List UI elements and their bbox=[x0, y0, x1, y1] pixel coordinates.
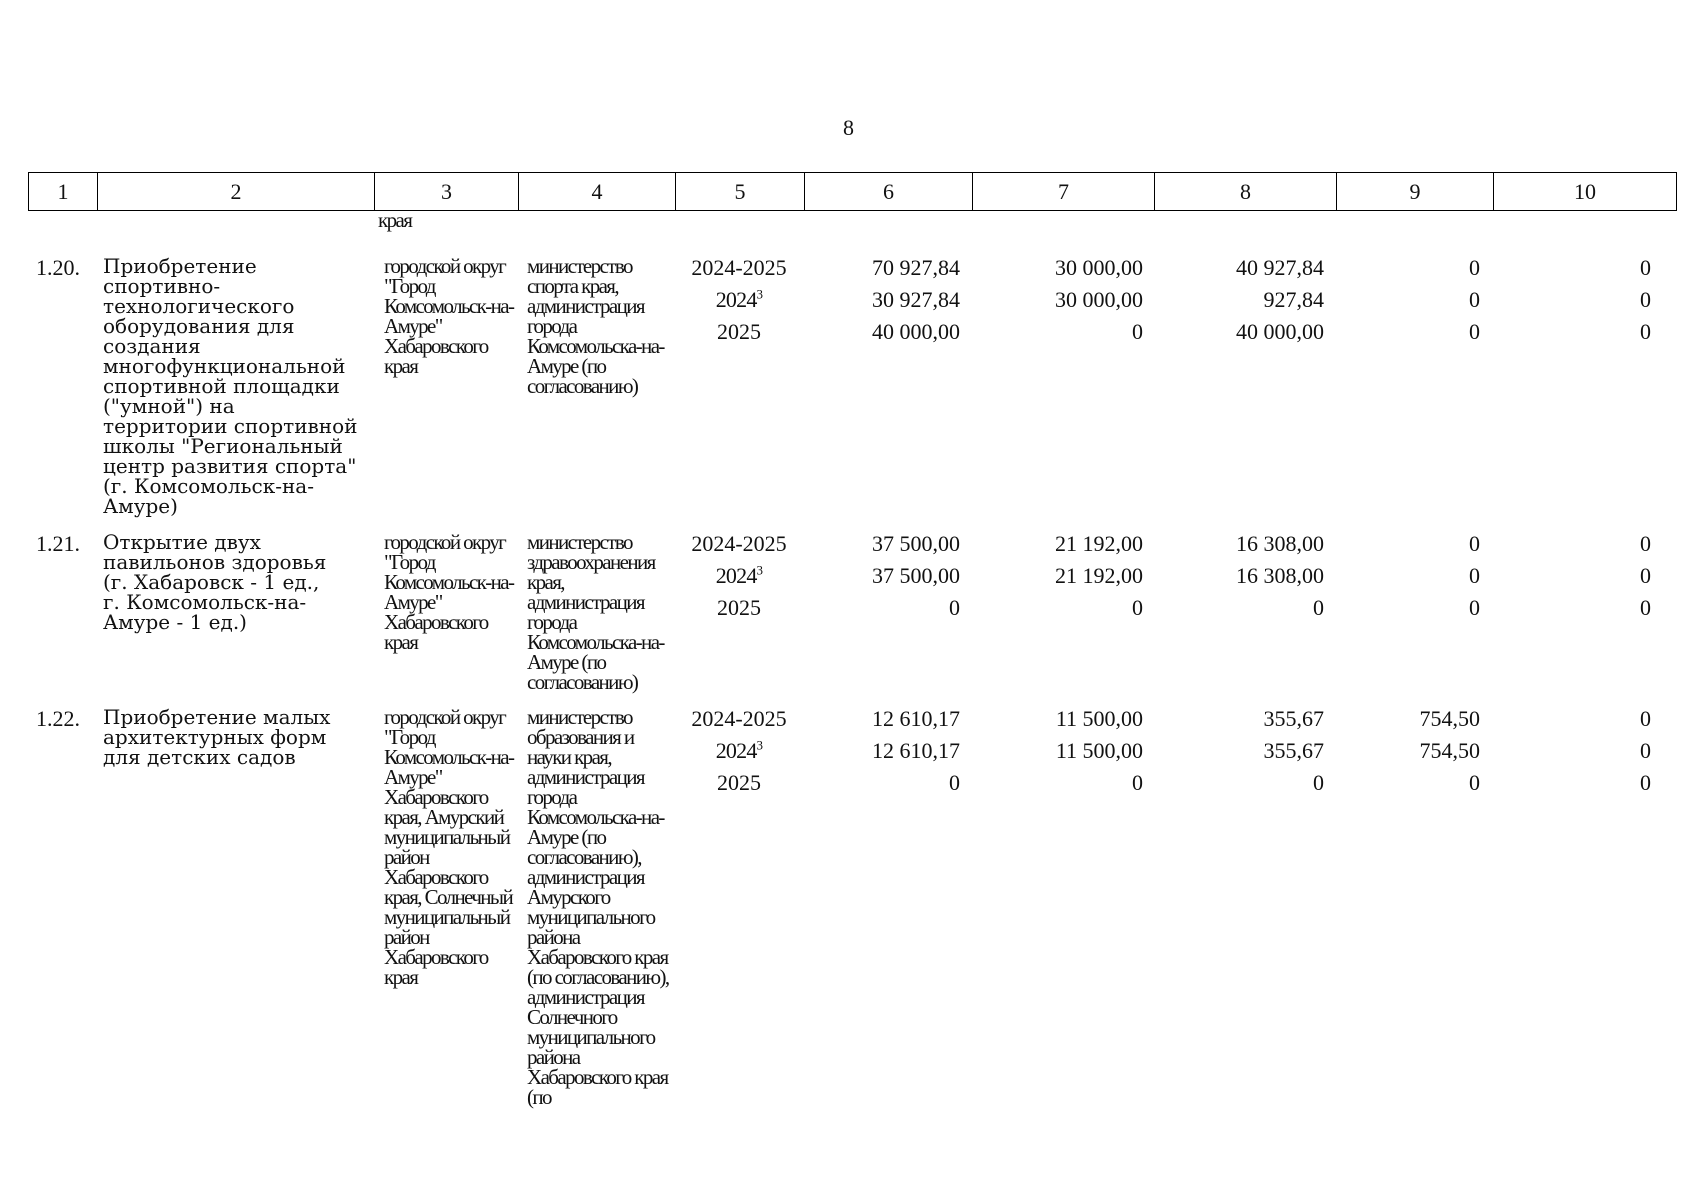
year-value: 2024-2025 bbox=[691, 706, 787, 731]
col8-values: 40 927,84 927,84 40 000,00 bbox=[1236, 255, 1324, 344]
row-number: 1.21. bbox=[36, 531, 80, 556]
col7-values: 30 000,00 30 000,00 0 bbox=[1055, 255, 1143, 344]
footnote-marker: 3 bbox=[756, 562, 763, 578]
col8-values: 16 308,00 16 308,00 0 bbox=[1236, 531, 1324, 620]
year-value: 2025 bbox=[717, 319, 761, 344]
year-value: 2025 bbox=[717, 595, 761, 620]
col7-values: 11 500,00 11 500,00 0 bbox=[1055, 706, 1143, 795]
row-title: Приобретение малых архитектурных форм для детских садов bbox=[103, 705, 331, 769]
col6-values: 70 927,84 30 927,84 40 000,00 bbox=[872, 255, 960, 344]
row-title: Приобретение спортивно-технологического оборудования для создания многофункциональной спортивной площадки ("умной") на территории спортивной школы "Региональный центр развития спорта" (г. Комсомольск-на-Амуре) bbox=[103, 254, 358, 518]
col9-values: 0 0 0 bbox=[1469, 531, 1480, 620]
col9-values: 754,50 754,50 0 bbox=[1419, 706, 1480, 795]
year-value: 2024 bbox=[715, 563, 757, 588]
header-col-3: 3 bbox=[375, 173, 519, 211]
header-col-10: 10 bbox=[1494, 173, 1677, 211]
col8-values: 355,67 355,67 0 bbox=[1263, 706, 1324, 795]
footnote-marker: 3 bbox=[756, 286, 763, 302]
col6-values: 12 610,17 12 610,17 0 bbox=[872, 706, 960, 795]
col10-values: 0 0 0 bbox=[1640, 531, 1651, 620]
year-value: 2024-2025 bbox=[691, 255, 787, 280]
header-col-7: 7 bbox=[973, 173, 1155, 211]
row-municipality: городской округ "Город Комсомольск-на-Амуре" Хабаровского края bbox=[384, 530, 514, 654]
header-col-4: 4 bbox=[519, 173, 676, 211]
row-municipality: городской округ "Город Комсомольск-на-Амуре" Хабаровского края bbox=[384, 254, 514, 378]
row-number: 1.20. bbox=[36, 255, 80, 280]
col7-values: 21 192,00 21 192,00 0 bbox=[1055, 531, 1143, 620]
year-value: 2024 bbox=[715, 287, 757, 312]
row-title: Открытие двух павильонов здоровья (г. Хабаровск - 1 ед., г. Комсомольск-на-Амуре - 1 ед.) bbox=[103, 530, 327, 634]
row-executor: министерство здравоохранения края, администрация города Комсомольска-на-Амуре (по согласованию) bbox=[527, 530, 664, 694]
header-col-1: 1 bbox=[29, 173, 98, 211]
row-executor: министерство спорта края, администрация города Комсомольска-на-Амуре (по согласованию) bbox=[527, 254, 664, 398]
row-municipality: городской округ "Город Комсомольск-на-Амуре" Хабаровского края, Амурский муниципальный район Хабаровского края, Солнечный муниципальный район Хабаровского края bbox=[384, 705, 514, 989]
row-years bbox=[678, 256, 800, 352]
col10-values: 0 0 0 bbox=[1640, 706, 1651, 795]
header-col-8: 8 bbox=[1155, 173, 1337, 211]
row-executor: министерство образования и науки края, администрация города Комсомольска-на-Амуре (по согласованию), администрация Амурского муниципального района Хабаровского края (по согласованию), администрация Солнечного муниципального района Хабаровского края (по bbox=[527, 705, 669, 1109]
year-value: 2025 bbox=[717, 770, 761, 795]
row-years bbox=[678, 707, 800, 803]
page-number: 8 bbox=[843, 115, 854, 140]
carryover-text: края bbox=[378, 208, 412, 232]
row-years bbox=[678, 532, 800, 628]
col10-values: 0 0 0 bbox=[1640, 255, 1651, 344]
col6-values: 37 500,00 37 500,00 0 bbox=[872, 531, 960, 620]
year-value: 2024-2025 bbox=[691, 531, 787, 556]
header-col-6: 6 bbox=[805, 173, 973, 211]
col9-values: 0 0 0 bbox=[1469, 255, 1480, 344]
column-number-header bbox=[28, 172, 1677, 211]
year-value: 2024 bbox=[715, 738, 757, 763]
header-col-9: 9 bbox=[1337, 173, 1494, 211]
row-number: 1.22. bbox=[36, 706, 80, 731]
footnote-marker: 3 bbox=[756, 737, 763, 753]
header-col-5: 5 bbox=[676, 173, 805, 211]
header-col-2: 2 bbox=[98, 173, 375, 211]
